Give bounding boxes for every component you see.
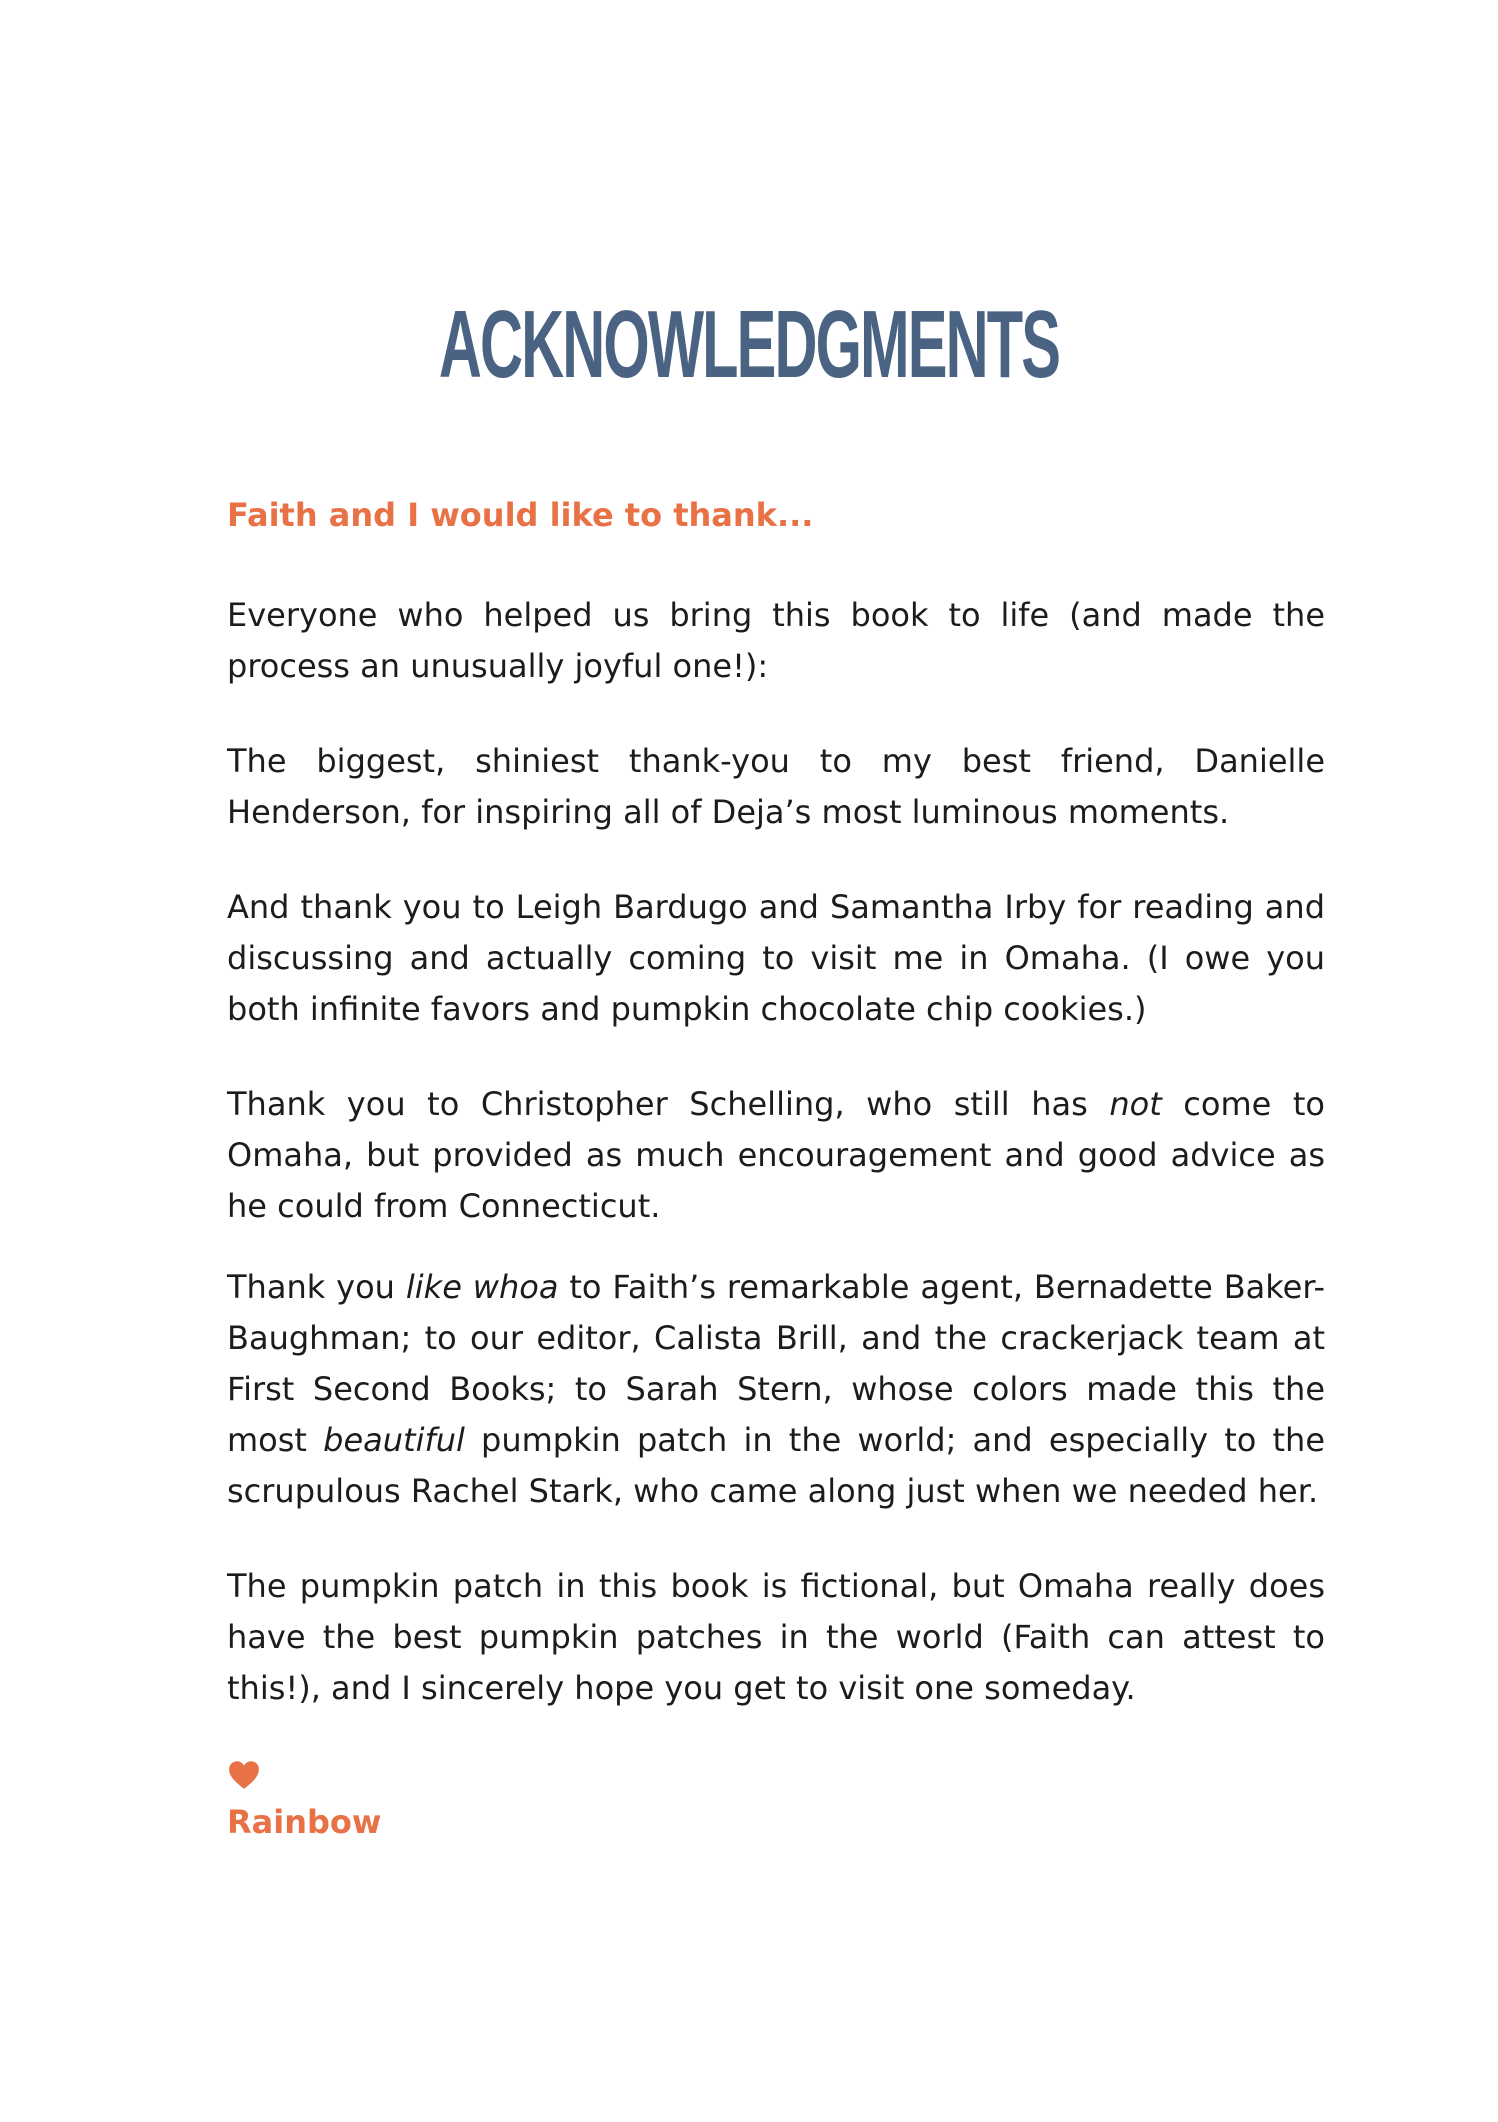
paragraph [227,882,1325,1035]
paragraph-emphasis: not [1109,1085,1162,1123]
paragraph [227,736,1325,838]
intro-heading: Faith and I would like to thank... [227,496,814,534]
paragraph-text: The biggest, shiniest thank-you to my best friend, Danielle Henderson, for inspiring all of Deja’s most luminous moments. [227,742,1325,831]
paragraph-text: pumpkin patch in the world; and especially to the scrupulous Rachel Stark, who came along just when we needed her. [227,1421,1326,1510]
paragraph-text: And thank you to Leigh Bardugo and Samantha Irby for reading and discussing and actually coming to visit me in Omaha. (I owe you both infinite favors and pumpkin chocolate chip cookies.) [227,888,1325,1028]
paragraph-text: The pumpkin patch in this book is fictional, but Omaha really does have the best pumpkin patches in the world (Faith can attest to this!), and I sincerely hope you get to visit one someday. [227,1567,1325,1707]
paragraph-text: Thank you to Christopher Schelling, who still has [227,1085,1110,1123]
paragraph [227,1561,1325,1714]
paragraph-text: Thank you [227,1268,406,1306]
paragraph [227,1079,1325,1232]
paragraph-text: to Faith’s remarkable agent, Bernadette Baker-Baughman; to our editor, Calista Brill, and the crackerjack team at First Second Books; to Sarah Stern, whose colors made this the most [227,1268,1326,1459]
heart-icon [227,1758,261,1792]
paragraph-emphasis: like whoa [405,1268,559,1306]
paragraph-text: Everyone who helped us bring this book to life (and made the process an unusually joyful one!): [227,596,1325,685]
acknowledgments-body [227,490,1325,1844]
paragraph-text: come to Omaha, but provided as much encouragement and good advice as he could from Connecticut. [227,1085,1326,1225]
paragraph-emphasis: beautiful [323,1421,465,1459]
page-title: ACKNOWLEDGMENTS [438,291,1060,398]
paragraph [227,590,1325,692]
paragraph [227,1262,1325,1517]
signature: Rainbow [227,1803,382,1841]
